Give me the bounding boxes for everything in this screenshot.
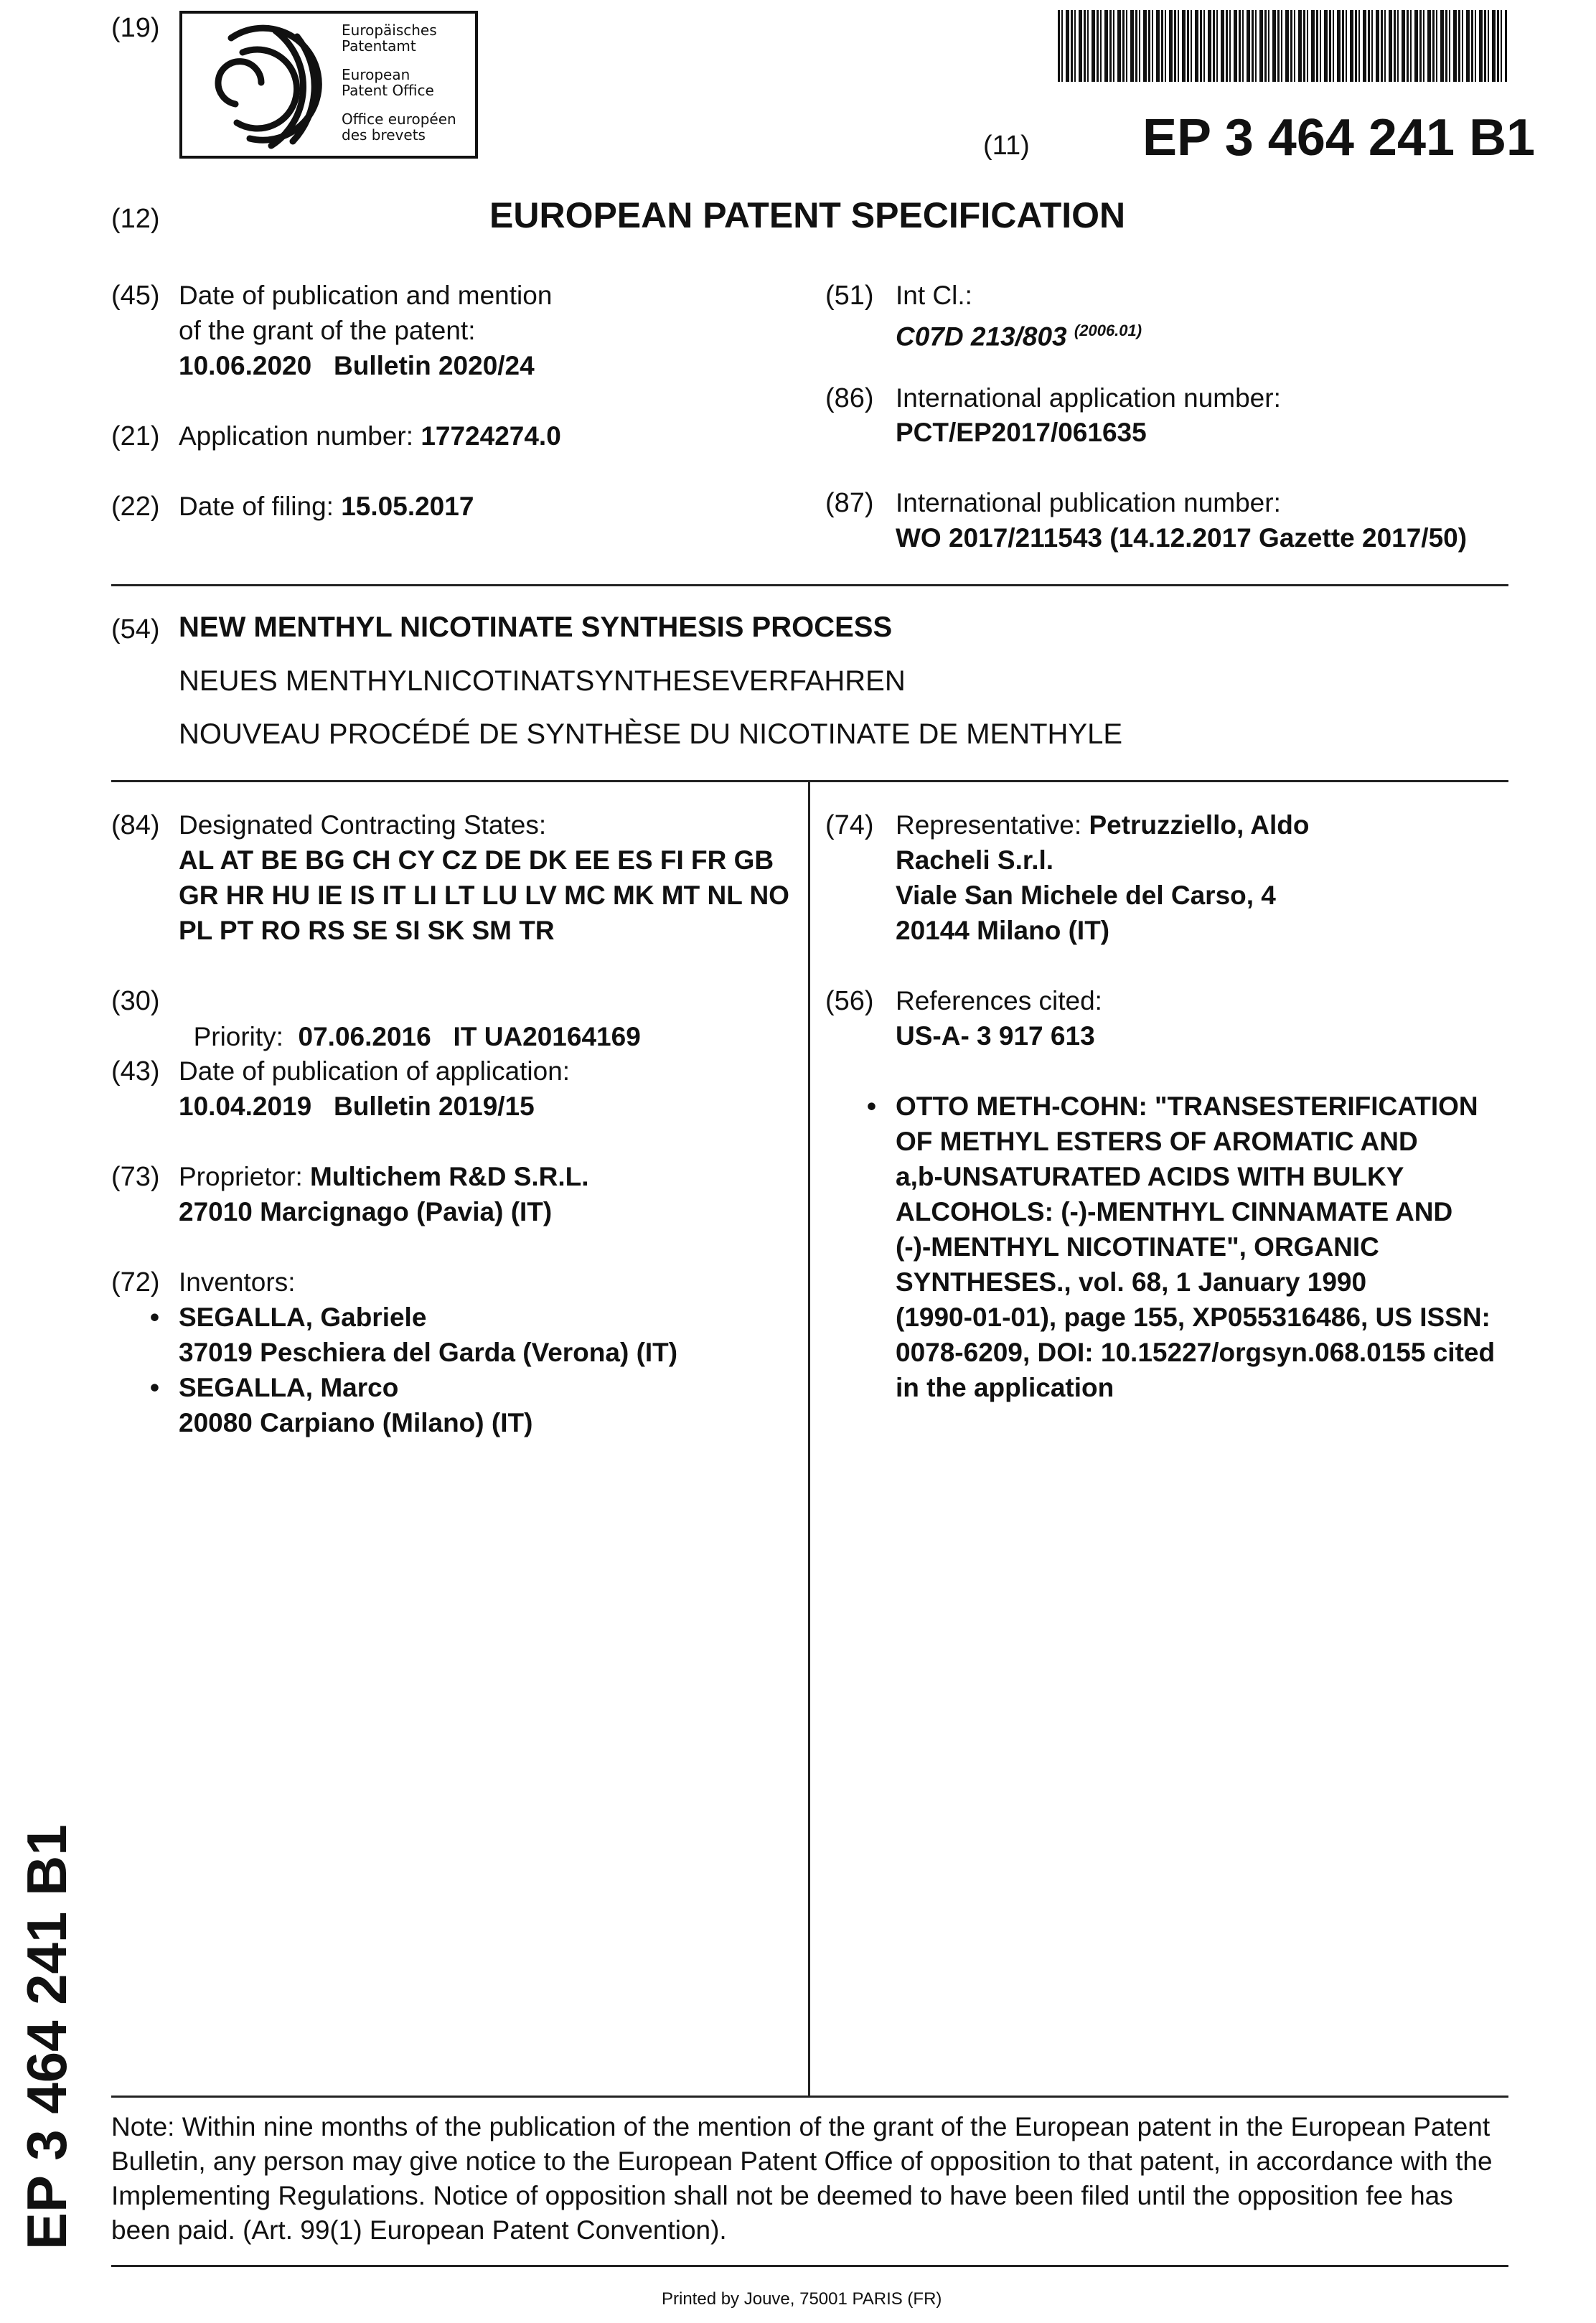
intl-app-label: International application number: bbox=[896, 383, 1281, 413]
inid-72: (72) bbox=[111, 1267, 160, 1297]
proprietor-name: Multichem R&D S.R.L. bbox=[310, 1162, 589, 1191]
inid-86: (86) bbox=[825, 383, 874, 413]
reference-literature-line: OF METHYL ESTERS OF AROMATIC AND bbox=[896, 1127, 1418, 1156]
priority-value: 07.06.2016 IT UA20164169 bbox=[298, 1022, 641, 1051]
designated-states-line: PL PT RO RS SE SI SK SM TR bbox=[179, 916, 555, 945]
reference-literature-line: ALCOHOLS: (-)-MENTHYL CINNAMATE AND bbox=[896, 1197, 1453, 1226]
printer-footer: Printed by Jouve, 75001 PARIS (FR) bbox=[662, 2289, 942, 2309]
inid-11: (11) bbox=[983, 131, 1030, 161]
inid-51: (51) bbox=[825, 281, 874, 311]
proprietor-label: Proprietor: bbox=[179, 1162, 303, 1191]
inventor-name: • SEGALLA, Marco bbox=[179, 1370, 398, 1406]
grant-date-label-2: of the grant of the patent: bbox=[179, 316, 476, 345]
epo-emblem-icon bbox=[192, 18, 336, 154]
filing-date-value: 15.05.2017 bbox=[341, 492, 474, 521]
inid-21: (21) bbox=[111, 421, 160, 451]
logo-line: European bbox=[342, 66, 410, 83]
inventor-address: 20080 Carpiano (Milano) (IT) bbox=[179, 1408, 533, 1437]
divider bbox=[111, 2265, 1508, 2267]
int-cl-version: (2006.01) bbox=[1074, 322, 1142, 339]
reference-literature-line: (1990-01-01), page 155, XP055316486, US ISSN: bbox=[896, 1303, 1491, 1332]
grant-date-value: 10.06.2020 Bulletin 2020/24 bbox=[179, 351, 535, 380]
inid-87: (87) bbox=[825, 488, 874, 518]
title-fr: NOUVEAU PROCÉDÉ DE SYNTHÈSE DU NICOTINATE DE MENTHYLE bbox=[179, 718, 1122, 750]
inventor-address: 37019 Peschiera del Garda (Verona) (IT) bbox=[179, 1338, 678, 1367]
inid-19: (19) bbox=[111, 13, 160, 43]
title-en: NEW MENTHYL NICOTINATE SYNTHESIS PROCESS bbox=[179, 611, 893, 643]
inid-45: (45) bbox=[111, 281, 160, 311]
logo-line: Patent Office bbox=[342, 82, 434, 99]
reference-literature-line: a,b-UNSATURATED ACIDS WITH BULKY bbox=[896, 1162, 1404, 1191]
priority-label: Priority: bbox=[193, 1022, 283, 1051]
divider bbox=[111, 2096, 1508, 2098]
logo-line: Patentamt bbox=[342, 37, 416, 55]
inid-43: (43) bbox=[111, 1056, 160, 1087]
intl-pub-value: WO 2017/211543 (14.12.2017 Gazette 2017/50) bbox=[896, 523, 1468, 553]
app-pub-value: 10.04.2019 Bulletin 2019/15 bbox=[179, 1092, 535, 1121]
document-type: EUROPEAN PATENT SPECIFICATION bbox=[489, 195, 1126, 235]
logo-line: Europäisches bbox=[342, 22, 437, 39]
application-number-value: 17724274.0 bbox=[421, 421, 561, 451]
int-cl-value: C07D 213/803 bbox=[896, 322, 1067, 352]
logo-line: Office européen bbox=[342, 111, 456, 128]
epo-logo bbox=[179, 11, 478, 159]
proprietor-address: 27010 Marcignago (Pavia) (IT) bbox=[179, 1197, 553, 1226]
intl-pub-label: International publication number: bbox=[896, 488, 1281, 517]
representative-label: Representative: bbox=[896, 810, 1082, 840]
side-publication-number: EP 3 464 241 B1 bbox=[15, 1824, 78, 2250]
filing-date-label: Date of filing: bbox=[179, 492, 334, 521]
reference-patent: US-A- 3 917 613 bbox=[896, 1021, 1095, 1051]
reference-literature-line: • OTTO METH-COHN: "TRANSESTERIFICATION bbox=[896, 1089, 1478, 1125]
inid-12: (12) bbox=[111, 204, 160, 234]
title-de: NEUES MENTHYLNICOTINATSYNTHESEVERFAHREN bbox=[179, 665, 906, 697]
int-cl-label: Int Cl.: bbox=[896, 281, 972, 310]
references-label: References cited: bbox=[896, 986, 1102, 1015]
inid-22: (22) bbox=[111, 492, 160, 522]
intl-app-value: PCT/EP2017/061635 bbox=[896, 418, 1147, 447]
logo-line: des brevets bbox=[342, 126, 426, 144]
designated-states-line: AL AT BE BG CH CY CZ DE DK EE ES FI FR GB bbox=[179, 845, 774, 875]
inid-30: (30) bbox=[111, 986, 160, 1016]
representative-name: Petruzziello, Aldo bbox=[1089, 810, 1310, 840]
representative-line: Racheli S.r.l. bbox=[896, 845, 1054, 875]
inid-74: (74) bbox=[825, 810, 874, 840]
app-pub-label: Date of publication of application: bbox=[179, 1056, 571, 1086]
application-number-label: Application number: bbox=[179, 421, 414, 451]
inventors-label: Inventors: bbox=[179, 1267, 296, 1297]
inid-56: (56) bbox=[825, 986, 874, 1016]
inid-73: (73) bbox=[111, 1162, 160, 1192]
designated-states-label: Designated Contracting States: bbox=[179, 810, 547, 840]
column-divider bbox=[808, 780, 810, 2096]
opposition-note: Note: Within nine months of the publication of the mention of the grant of the European patent in the European Patent Bulletin, any person may give notice to the European Patent Office of opposition to that patent, in accordance with the Implementing Regulations. Notice of opposition shall not be deemed to have been filed until the opposition fee has been paid. (Art. 99(1) European Patent Convention). bbox=[111, 2112, 1493, 2245]
inid-54: (54) bbox=[111, 614, 160, 644]
publication-number: EP 3 464 241 B1 bbox=[1142, 109, 1536, 166]
divider bbox=[111, 584, 1508, 586]
reference-literature-line: SYNTHESES., vol. 68, 1 January 1990 bbox=[896, 1267, 1367, 1297]
reference-literature-line: (-)-MENTHYL NICOTINATE", ORGANIC bbox=[896, 1232, 1379, 1262]
representative-line: 20144 Milano (IT) bbox=[896, 916, 1110, 945]
grant-date-label: Date of publication and mention bbox=[179, 281, 553, 310]
representative-line: Viale San Michele del Carso, 4 bbox=[896, 881, 1276, 910]
barcode bbox=[1058, 10, 1507, 82]
designated-states-line: GR HR HU IE IS IT LI LT LU LV MC MK MT NL NO bbox=[179, 881, 789, 910]
inventor-name: • SEGALLA, Gabriele bbox=[179, 1300, 426, 1336]
reference-literature-line: in the application bbox=[896, 1373, 1114, 1402]
reference-literature-line: 0078-6209, DOI: 10.15227/orgsyn.068.0155 cited bbox=[896, 1338, 1496, 1367]
inid-84: (84) bbox=[111, 810, 160, 840]
